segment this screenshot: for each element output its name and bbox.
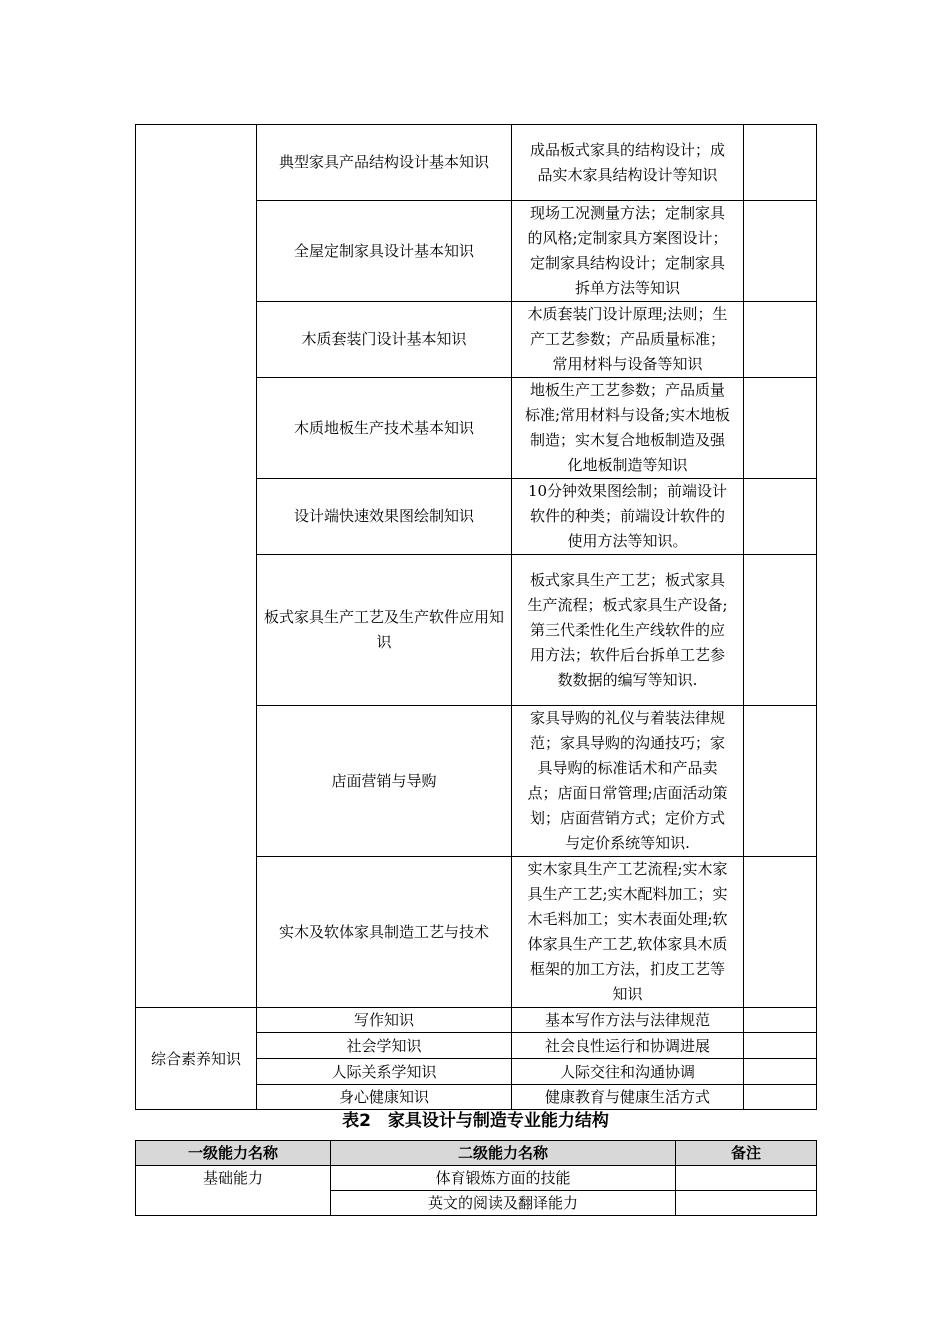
knowledge-name: 全屋定制家具设计基本知识 <box>257 201 512 302</box>
remark-cell <box>744 378 817 479</box>
table-row <box>136 125 817 201</box>
knowledge-desc: 10分钟效果图绘制；前端设计软件的种类；前端设计软件的使用方法等知识。 <box>512 479 744 555</box>
remark-cell <box>744 302 817 378</box>
remark-cell <box>676 1191 817 1216</box>
table-row <box>136 1166 817 1191</box>
remark-cell <box>744 1059 817 1085</box>
knowledge-name: 店面营销与导购 <box>257 706 512 857</box>
knowledge-desc: 木质套装门设计原理;法则；生产工艺参数；产品质量标准；常用材料与设备等知识 <box>512 302 744 378</box>
header-row <box>136 1141 817 1166</box>
knowledge-desc: 健康教育与健康生活方式 <box>512 1085 744 1110</box>
knowledge-name: 实木及软体家具制造工艺与技术 <box>257 857 512 1008</box>
knowledge-desc: 现场工况测量方法；定制家具的风格;定制家具方案图设计；定制家具结构设计；定制家具拆单方法等知识 <box>512 201 744 302</box>
knowledge-desc: 基本写作方法与法律规范 <box>512 1008 744 1033</box>
table-caption: 表2 家具设计与制造专业能力结构 <box>342 1111 609 1131</box>
group-label: 综合素养知识 <box>136 1008 257 1110</box>
knowledge-name: 板式家具生产工艺及生产软件应用知识 <box>257 555 512 706</box>
ability-table <box>135 1140 817 1216</box>
knowledge-name: 典型家具产品结构设计基本知识 <box>257 125 512 201</box>
remark-cell <box>744 1033 817 1059</box>
knowledge-name: 身心健康知识 <box>257 1085 512 1110</box>
knowledge-name: 木质套装门设计基本知识 <box>257 302 512 378</box>
knowledge-desc: 板式家具生产工艺；板式家具生产流程；板式家具生产设备;第三代柔性化生产线软件的应用方法；软件后台拆单工艺参数数据的编写等知识. <box>512 555 744 706</box>
knowledge-name: 设计端快速效果图绘制知识 <box>257 479 512 555</box>
remark-cell <box>744 706 817 857</box>
knowledge-desc: 社会良性运行和协调进展 <box>512 1033 744 1059</box>
knowledge-desc: 实木家具生产工艺流程;实木家具生产工艺;实木配料加工；实木毛料加工；实木表面处理;软体家具生产工艺,软体家具木质框架的加工方法，扪皮工艺等知识 <box>512 857 744 1008</box>
group-label: 基础能力 <box>136 1166 331 1216</box>
ability-name: 英文的阅读及翻译能力 <box>331 1191 676 1216</box>
table-row <box>136 1008 817 1033</box>
knowledge-name: 木质地板生产技术基本知识 <box>257 378 512 479</box>
knowledge-desc: 地板生产工艺参数；产品质量标准;常用材料与设备;实木地板制造；实木复合地板制造及强化地板制造等知识 <box>512 378 744 479</box>
group-cell-empty <box>136 125 257 1008</box>
remark-cell <box>744 201 817 302</box>
remark-cell <box>744 555 817 706</box>
header-level1: 一级能力名称 <box>136 1141 331 1166</box>
remark-cell <box>676 1166 817 1191</box>
knowledge-table <box>135 124 817 1110</box>
remark-cell <box>744 479 817 555</box>
knowledge-name: 人际关系学知识 <box>257 1059 512 1085</box>
header-level2: 二级能力名称 <box>331 1141 676 1166</box>
knowledge-name: 社会学知识 <box>257 1033 512 1059</box>
header-remark: 备注 <box>676 1141 817 1166</box>
knowledge-desc: 家具导购的礼仪与着装法律规范；家具导购的沟通技巧；家具导购的标准话术和产品卖点；店面日常管理;店面活动策划；店面营销方式；定价方式与定价系统等知识. <box>512 706 744 857</box>
knowledge-desc: 成品板式家具的结构设计；成品实木家具结构设计等知识 <box>512 125 744 201</box>
ability-name: 体育锻炼方面的技能 <box>331 1166 676 1191</box>
knowledge-desc: 人际交往和沟通协调 <box>512 1059 744 1085</box>
remark-cell <box>744 857 817 1008</box>
remark-cell <box>744 1008 817 1033</box>
knowledge-name: 写作知识 <box>257 1008 512 1033</box>
remark-cell <box>744 125 817 201</box>
